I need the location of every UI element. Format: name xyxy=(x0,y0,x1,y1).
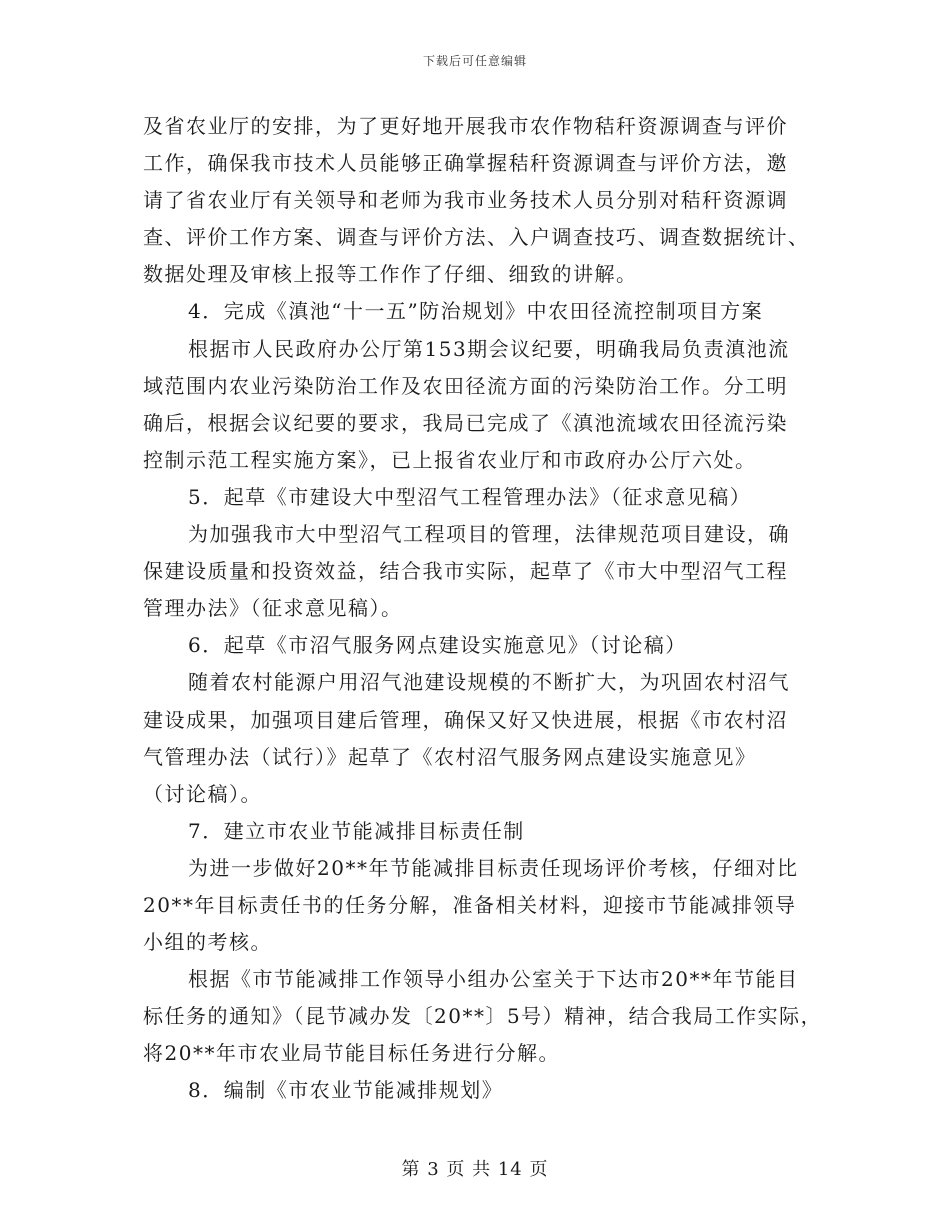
section-heading: 8．编制《市农业节能减排规划》 xyxy=(188,1078,504,1103)
section-heading: 6．起草《市沼气服务网点建设实施意见》（讨论稿） xyxy=(188,633,687,658)
text-line: 数据处理及审核上报等工作作了仔细、细致的讲解。 xyxy=(143,262,638,287)
text-line: 为进一步做好20**年节能减排目标责任现场评价考核，仔细对比 xyxy=(188,855,799,880)
text-line: 保建设质量和投资效益，结合我市实际，起草了《市大中型沼气工程 xyxy=(143,559,788,584)
text-line: 将20**年市农业局节能目标任务进行分解。 xyxy=(143,1041,560,1066)
text-line: 随着农村能源户用沼气池建设规模的不断扩大，为巩固农村沼气 xyxy=(188,670,790,695)
text-line: 标任务的通知》（昆节减办发〔20**〕5号）精神，结合我局工作实际， xyxy=(143,1004,823,1029)
text-line: 建设成果，加强项目建后管理，确保又好又快进展，根据《市农村沼 xyxy=(143,707,788,732)
text-line: 及省农业厅的安排，为了更好地开展我市农作物秸秆资源调查与评价 xyxy=(143,114,788,138)
text-line: 根据《市节能减排工作领导小组办公室关于下达市20**年节能目 xyxy=(188,967,799,992)
text-line: 控制示范工程实施方案》，已上报省农业厅和市政府办公厅六处。 xyxy=(143,447,757,472)
section-heading: 5．起草《市建设大中型沼气工程管理办法》（征求意见稿） xyxy=(188,484,752,509)
text-line: 根据市人民政府办公厅第153期会议纪要，明确我局负责滇池流 xyxy=(188,336,790,361)
text-line: 小组的考核。 xyxy=(143,930,272,955)
text-line: 20**年目标责任书的任务分解，准备相关材料，迎接市节能减排领导 xyxy=(143,892,797,917)
text-line: 管理办法》（征求意见稿）。 xyxy=(143,596,403,621)
text-line: （讨论稿）。 xyxy=(143,781,262,806)
text-line: 域范围内农业污染防治工作及农田径流方面的污染防治工作。分工明 xyxy=(143,373,788,398)
page-header: 下载后可任意编辑 xyxy=(422,54,527,68)
page-footer: 第 3 页 共 14 页 xyxy=(401,1159,549,1180)
section-heading: 7．建立市农业节能减排目标责任制 xyxy=(188,818,525,843)
text-line: 确后，根据会议纪要的要求，我局已完成了《滇池流域农田径流污染 xyxy=(143,410,788,435)
text-line: 请了省农业厅有关领导和老师为我市业务技术人员分别对秸秆资源调 xyxy=(143,188,788,213)
text-line: 为加强我市大中型沼气工程项目的管理，法律规范项目建设，确 xyxy=(188,522,790,547)
section-heading: 4．完成《滇池“十一五”防治规划》中农田径流控制项目方案 xyxy=(188,299,764,324)
text-line: 气管理办法（试行）》起草了《农村沼气服务网点建设实施意见》 xyxy=(143,744,757,769)
text-line: 工作，确保我市技术人员能够正确掌握秸秆资源调查与评价方法，邀 xyxy=(143,151,788,176)
text-line: 查、评价工作方案、调查与评价方法、入户调查技巧、调查数据统计、 xyxy=(143,225,810,250)
document-body xyxy=(143,108,823,1110)
